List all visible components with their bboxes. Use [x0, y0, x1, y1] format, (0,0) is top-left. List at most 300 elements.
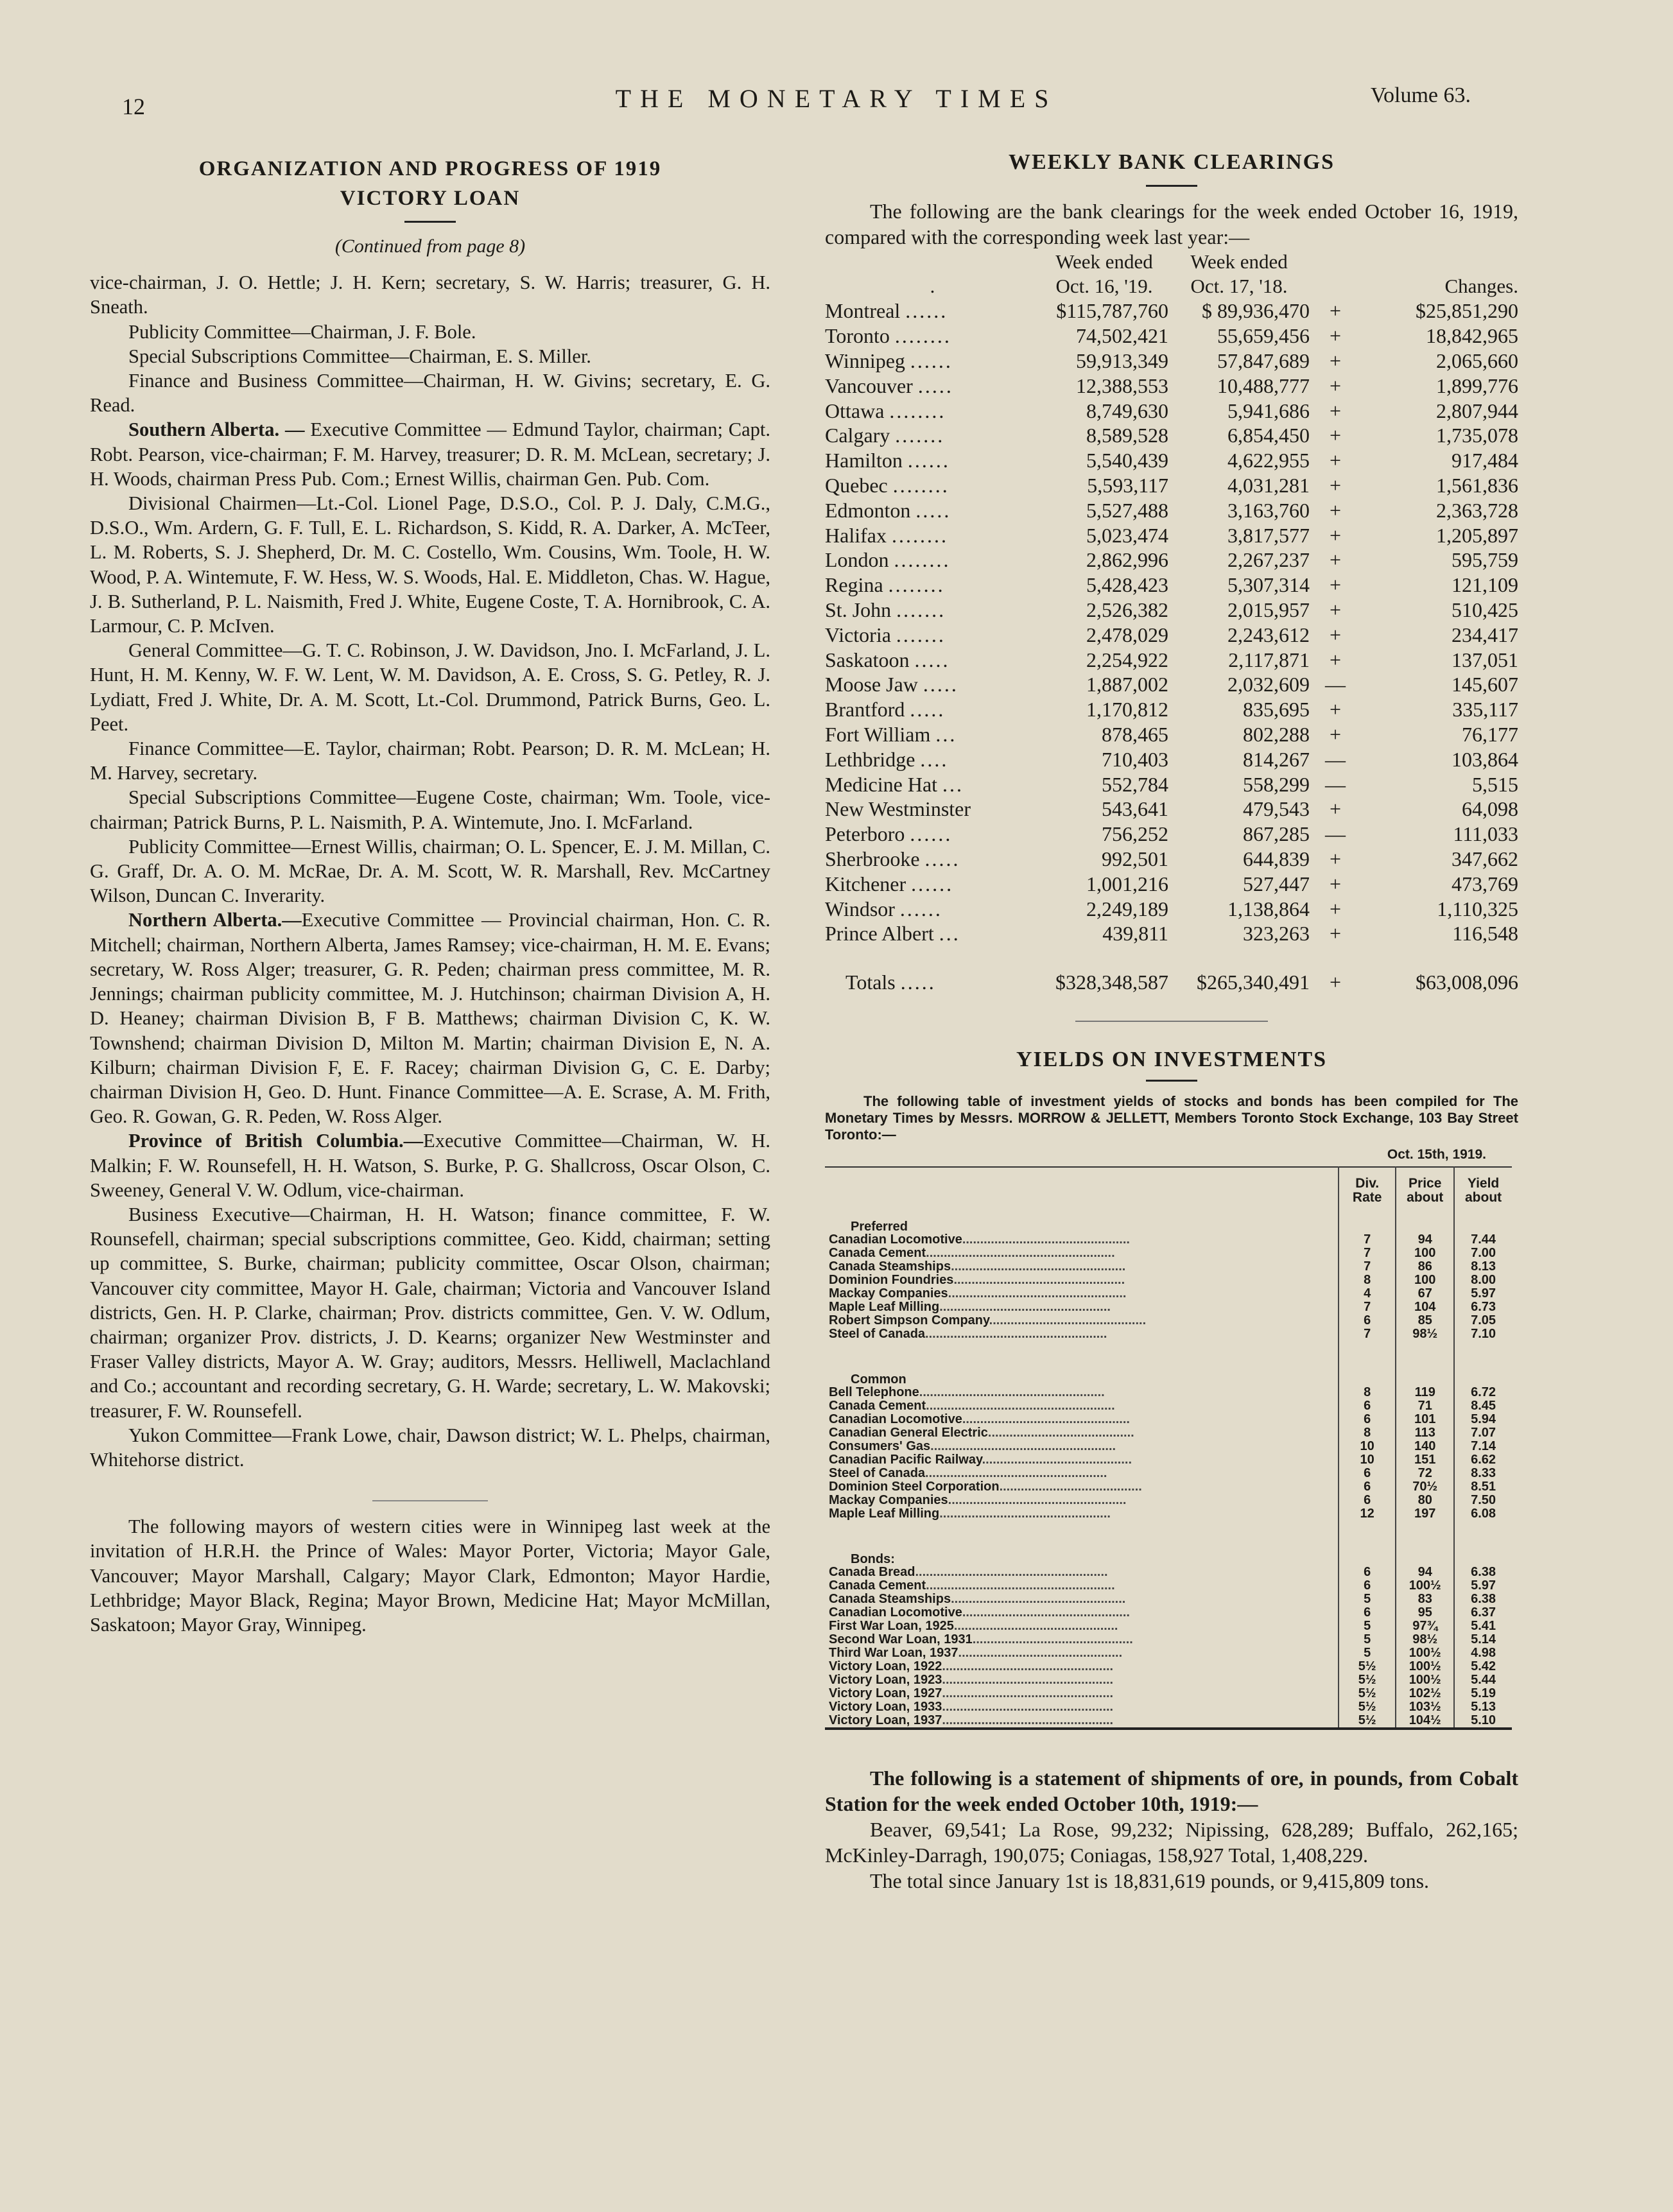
table-row [825, 697, 1518, 722]
leader-dots: ..... [924, 847, 960, 870]
security-name: Victory Loan, 1937 [829, 1713, 942, 1728]
value-1919: 5,428,423 [1086, 573, 1168, 597]
leader-dots: ................................................ [939, 1300, 1111, 1314]
leader-dots: ................................................ [942, 1686, 1114, 1700]
city-name: Calgary [825, 424, 890, 447]
table-row [825, 1714, 1512, 1729]
price: 80 [1396, 1494, 1454, 1507]
table-row [825, 1507, 1512, 1521]
change-value: 64,098 [1462, 797, 1518, 821]
table-row [825, 722, 1518, 747]
empty-cell [1396, 1358, 1454, 1386]
page-header [0, 77, 1673, 122]
security-cell [825, 1566, 1339, 1579]
article-title [90, 154, 770, 213]
clearings-intro: The following are the bank clearings for the week ended October 16, 1919, compared with the corresponding week last year:— [825, 200, 1518, 248]
city-cell [825, 847, 1040, 872]
table-row [825, 1593, 1512, 1606]
change-value: 473,769 [1452, 872, 1518, 895]
value-1918: 2,267,237 [1227, 548, 1310, 572]
change-sign: + [1329, 698, 1342, 721]
yield: 6.73 [1454, 1300, 1512, 1314]
leader-dots: ...... [911, 872, 954, 895]
spacer-cell [825, 1521, 1339, 1537]
price: 100½ [1396, 1579, 1454, 1593]
value-1918: 479,543 [1243, 797, 1310, 821]
security-cell [825, 1507, 1339, 1521]
city-name: Hamilton [825, 449, 903, 472]
paragraph: Special Subscriptions Committee—Chairman, E. S. Miller. [128, 345, 591, 367]
empty-cell [1454, 1537, 1512, 1566]
leader-dots: ............................................... [962, 1232, 1130, 1247]
yield: 5.42 [1454, 1660, 1512, 1673]
div-rate: 10 [1339, 1453, 1396, 1467]
table-cell [825, 946, 1040, 995]
change-sign: + [1329, 922, 1342, 946]
change-sign: + [1329, 299, 1342, 323]
empty-cell [1339, 1205, 1396, 1233]
change-sign: + [1329, 498, 1342, 522]
clearings-title: WEEKLY BANK CLEARINGS [1008, 150, 1335, 174]
city-cell [825, 772, 1040, 797]
spacer-cell [1454, 1521, 1512, 1537]
value-1918: 802,288 [1243, 722, 1310, 746]
yield: 5.94 [1454, 1413, 1512, 1426]
yield: 6.37 [1454, 1606, 1512, 1620]
div-rate: 4 [1339, 1287, 1396, 1300]
table-row [825, 497, 1518, 523]
leader-dots: ................................................ [942, 1713, 1114, 1728]
leader-dots: ..... [917, 374, 953, 397]
value-1919: 5,540,439 [1086, 449, 1168, 472]
table-row [825, 448, 1518, 473]
title-rule [1146, 1080, 1197, 1082]
change-value: 595,759 [1452, 548, 1518, 572]
yield: 7.05 [1454, 1314, 1512, 1327]
value-1918: 558,299 [1243, 772, 1310, 796]
security-name: Canada Cement [829, 1399, 926, 1413]
yield: 5.13 [1454, 1700, 1512, 1714]
paragraph: Publicity Committee—Chairman, J. F. Bole. [128, 320, 476, 343]
spacer-cell [1339, 1521, 1396, 1537]
paragraph-text: Executive Committee — Provincial chairman, Hon. C. R. Mitchell; chairman, Northern Alberta, James Ramsey; vice-chairman, H. M. E. Evans; secretary, W. Ross Alger; treasurer, G. R. Peden; chairman press committee, M. R. Jennings; chairman publicity committee, M. J. Hutchinson; chairman Division A, H. D. Heaney; chairman Division B, F B. Matthews; chairman Division C, K. W. Townshend; chairman Division D, Milton M. Martin; chairman Division E, N. A. Kilburn; chairman Division F, E. F. Racey; chairman Division G, C. E. Darby; chairman Division H, Geo. D. Hunt. Finance Committee—A. E. Scrase, A. M. Frith, Geo. R. Gowan, G. R. Peden, W. Ross Alger. [90, 909, 770, 1128]
yield: 4.98 [1454, 1646, 1512, 1660]
yields-rows [825, 1167, 1512, 1729]
price: 103½ [1396, 1700, 1454, 1714]
spacer-cell [1396, 1521, 1454, 1537]
change-value: 121,109 [1452, 573, 1518, 597]
table-row [825, 822, 1518, 847]
group-label-text: Common [851, 1372, 906, 1386]
value-1919: 5,023,474 [1086, 523, 1168, 547]
div-rate: 6 [1339, 1467, 1396, 1480]
leader-dots: ... [942, 772, 964, 796]
security-cell [825, 1673, 1339, 1687]
security-name: Robert Simpson Company [829, 1313, 989, 1327]
yield: 5.14 [1454, 1633, 1512, 1646]
city-name: Fort William [825, 722, 931, 746]
leader-dots: ................................................... [925, 1466, 1107, 1480]
group-label [825, 1537, 1339, 1566]
totals-1919: $328,348,587 [1055, 970, 1168, 994]
leader-dots: ...... [905, 299, 948, 323]
leader-dots: ................................................ [939, 1507, 1111, 1521]
value-1919: 756,252 [1102, 822, 1168, 846]
leader-dots: ..... [914, 648, 950, 671]
leader-dots: ........ [891, 523, 948, 547]
city-cell [825, 672, 1040, 697]
yield: 7.00 [1454, 1247, 1512, 1260]
security-cell [825, 1660, 1339, 1673]
change-sign: — [1325, 747, 1346, 771]
city-name: Toronto [825, 324, 890, 348]
city-cell [825, 373, 1040, 398]
table-row [825, 1260, 1512, 1274]
table-row [825, 1620, 1512, 1633]
price: 86 [1396, 1260, 1454, 1274]
group-row [825, 1358, 1512, 1386]
city-name: Edmonton [825, 498, 911, 522]
security-cell [825, 1426, 1339, 1440]
leader-dots: .............................................. [958, 1646, 1123, 1660]
div-rate: 5 [1339, 1620, 1396, 1633]
article-title-line1: ORGANIZATION AND PROGRESS OF 1919 [198, 157, 662, 180]
leader-dots: ....... [896, 598, 946, 621]
city-cell [825, 622, 1040, 647]
security-cell [825, 1620, 1339, 1633]
change-value: 5,515 [1472, 772, 1518, 796]
paragraph: Finance and Business Committee—Chairman, H. W. Givins; secretary, E. G. Read. [90, 370, 770, 417]
header-cell: Week ended [1055, 250, 1153, 273]
table-row [825, 1646, 1512, 1660]
yield: 8.51 [1454, 1480, 1512, 1494]
div-rate: 6 [1339, 1579, 1396, 1593]
leader-dots: ...... [910, 822, 953, 846]
change-sign: + [1329, 573, 1342, 597]
leader-dots: ............................................... [962, 1605, 1130, 1620]
leader-dots: ..... [915, 498, 951, 522]
city-name: Victoria [825, 623, 891, 646]
header-cell: Oct. 16, '19. [1055, 275, 1153, 297]
price: 98½ [1396, 1327, 1454, 1341]
value-1918: 4,031,281 [1227, 473, 1310, 497]
div-rate: 6 [1339, 1606, 1396, 1620]
spacer-cell [825, 1341, 1339, 1358]
volume-number: Volume 63. [1370, 83, 1471, 107]
yield: 5.10 [1454, 1714, 1512, 1729]
value-1919: 439,811 [1102, 922, 1168, 946]
change-sign: + [1329, 872, 1342, 895]
leader-dots: .................................................... [919, 1385, 1105, 1399]
city-name: Windsor [825, 897, 895, 920]
value-1918: 527,447 [1243, 872, 1310, 895]
leader-dots: ................................................. [951, 1259, 1126, 1274]
price: 100½ [1396, 1673, 1454, 1687]
change-sign: + [1329, 324, 1342, 348]
value-1919: 552,784 [1102, 772, 1168, 796]
security-name: Canadian Pacific Railway [829, 1453, 982, 1467]
city-cell [825, 523, 1040, 548]
table-row [825, 1314, 1512, 1327]
value-1919: 12,388,553 [1076, 374, 1168, 397]
clearings-rows [825, 298, 1518, 946]
leader-dots: ...... [910, 349, 953, 372]
city-cell [825, 423, 1040, 448]
security-name: Canada Cement [829, 1246, 926, 1260]
security-name: Second War Loan, 1931 [829, 1632, 973, 1646]
article-title-line2: VICTORY LOAN [340, 187, 521, 210]
table-row [825, 1386, 1512, 1399]
yield: 7.07 [1454, 1426, 1512, 1440]
header-cell: Oct. 17, '18. [1190, 275, 1288, 297]
leader-dots: ........ [888, 573, 945, 597]
security-name: First War Loan, 1925 [829, 1619, 954, 1633]
value-1918: 2,015,957 [1227, 598, 1310, 621]
header-line: about [1464, 1189, 1502, 1205]
change-value: 2,363,728 [1436, 498, 1518, 522]
price: 95 [1396, 1606, 1454, 1620]
price: 94 [1396, 1566, 1454, 1579]
security-cell [825, 1300, 1339, 1314]
table-row [825, 324, 1518, 349]
group-label-text: Bonds: [851, 1551, 895, 1566]
price: 71 [1396, 1399, 1454, 1413]
value-1919: 2,478,029 [1086, 623, 1168, 646]
leader-dots: ................................................. [951, 1592, 1126, 1606]
leader-dots: ............................................... [962, 1412, 1130, 1426]
city-name: Moose Jaw [825, 673, 918, 696]
change-value: $25,851,290 [1416, 299, 1518, 323]
group-label [825, 1205, 1339, 1233]
city-name: St. John [825, 598, 892, 621]
title-rule [404, 221, 456, 223]
header-cell [1396, 1167, 1454, 1205]
table-row [825, 1660, 1512, 1673]
page-number: 12 [122, 94, 145, 119]
leader-dots: .................................................. [948, 1286, 1127, 1300]
yield: 7.44 [1454, 1233, 1512, 1247]
spacer-cell [1454, 1341, 1512, 1358]
table-row [825, 1274, 1512, 1287]
totals-label: Totals [845, 970, 896, 994]
security-cell [825, 1233, 1339, 1247]
city-cell [825, 647, 1040, 672]
price: 104 [1396, 1300, 1454, 1314]
continued-note: (Continued from page 8) [334, 236, 526, 257]
change-value: 335,117 [1452, 698, 1518, 721]
security-name: Canadian Locomotive [829, 1605, 962, 1620]
change-value: 1,110,325 [1437, 897, 1518, 920]
leader-dots: ........................................ [999, 1480, 1142, 1494]
table-row [825, 1440, 1512, 1453]
city-name: London [825, 548, 889, 572]
leader-dots: ..................................................... [926, 1246, 1115, 1260]
empty-cell [1339, 1358, 1396, 1386]
city-name: Peterboro [825, 822, 905, 846]
header-line: Rate [1352, 1189, 1382, 1205]
table-row [825, 1566, 1512, 1579]
paragraph: Publicity Committee—Ernest Willis, chairman; O. L. Spencer, E. J. M. Millan, C. G. Graff, Dr. A. O. M. McRae, Dr. A. M. Scott, W. R. Marshall, Rev. McCartney Wilson, Duncan C. Inverarity. [90, 835, 770, 907]
totals-sign: + [1329, 970, 1342, 994]
paragraph: Divisional Chairmen—Lt.-Col. Lionel Page, D.S.O., Col. P. J. Daly, C.M.G., D.S.O., Wm. Ardern, G. F. Tull, E. L. Richardson, S. Kidd, R. A. Darker, A. McTeer, L. M. Roberts, S. J. Shepherd, Dr. M. C. Costello, Wm. Cousins, Wm. Toole, H. W. Wood, P. A. Wintemute, F. W. Hess, W. S. Woods, Hal. E. Middleton, Chas. W. Hague, J. B. Sutherland, P. L. Naismith, Fred J. White, Eugene Coste, T. A. Hornibrook, C. A. Larmour, C. P. McIven. [90, 492, 770, 637]
security-name: Dominion Foundries [829, 1273, 954, 1287]
leader-dots: ...... [907, 449, 950, 472]
paragraph [90, 1128, 770, 1202]
table-header-row [825, 1167, 1512, 1205]
leader-dots: ..... [900, 970, 936, 994]
yield: 8.13 [1454, 1260, 1512, 1274]
leader-dots: ...... [899, 897, 942, 920]
header-cell: Changes. [1444, 275, 1518, 297]
value-1918: 835,695 [1243, 698, 1310, 721]
table-row [825, 1579, 1512, 1593]
table-header-row [825, 274, 1518, 298]
city-cell [825, 473, 1040, 498]
value-1919: 1,001,216 [1086, 872, 1168, 895]
security-name: Canada Steamships [829, 1592, 951, 1606]
table-row [825, 1633, 1512, 1646]
change-sign: + [1329, 623, 1342, 646]
value-1919: 543,641 [1102, 797, 1168, 821]
spacer-cell [1396, 1341, 1454, 1358]
change-value: 18,842,965 [1426, 324, 1518, 348]
security-name: Third War Loan, 1937 [829, 1646, 958, 1660]
yield: 6.08 [1454, 1507, 1512, 1521]
price: 94 [1396, 1233, 1454, 1247]
security-cell [825, 1314, 1339, 1327]
leader-dots: ..... [910, 698, 946, 721]
change-sign: + [1329, 399, 1342, 422]
price: 151 [1396, 1453, 1454, 1467]
price: 72 [1396, 1467, 1454, 1480]
empty-cell [1396, 1205, 1454, 1233]
price: 119 [1396, 1386, 1454, 1399]
table-row [825, 1606, 1512, 1620]
table-row [825, 1247, 1512, 1260]
value-1919: 59,913,349 [1076, 349, 1168, 372]
city-name: Regina [825, 573, 883, 597]
price: 85 [1396, 1314, 1454, 1327]
price: 197 [1396, 1507, 1454, 1521]
div-rate: 7 [1339, 1247, 1396, 1260]
leader-dots: ....... [895, 424, 945, 447]
div-rate: 6 [1339, 1494, 1396, 1507]
empty-cell [1396, 1537, 1454, 1566]
change-value: 510,425 [1452, 598, 1518, 621]
security-name: Mackay Companies [829, 1493, 948, 1507]
div-rate: 7 [1339, 1300, 1396, 1314]
div-rate: 5½ [1339, 1660, 1396, 1673]
value-1918: 2,117,871 [1228, 648, 1310, 671]
security-name: Mackay Companies [829, 1286, 948, 1300]
header-cell: . [930, 275, 935, 297]
value-1919: 74,502,421 [1076, 324, 1168, 348]
value-1918: 55,659,456 [1217, 324, 1310, 348]
leader-dots: .................................................. [948, 1493, 1127, 1507]
security-name: Consumers' Gas [829, 1439, 931, 1453]
security-cell [825, 1399, 1339, 1413]
city-name: Winnipeg [825, 349, 905, 372]
ore-paragraph: The following is a statement of shipments of ore, in pounds, from Cobalt Station for the week ended October 10th, 1919:— [825, 1766, 1518, 1815]
yield: 5.97 [1454, 1579, 1512, 1593]
leader-dots: ................................................ [942, 1700, 1114, 1714]
div-rate: 7 [1339, 1260, 1396, 1274]
yield: 7.14 [1454, 1440, 1512, 1453]
change-sign: + [1329, 722, 1342, 746]
city-name: Montreal [825, 299, 901, 323]
paragraph: vice-chairman, J. O. Hettle; J. H. Kern; secretary, S. W. Harris; treasurer, G. H. Sneath. [90, 272, 770, 318]
header-cell: Week ended [1190, 250, 1288, 273]
table-row [825, 598, 1518, 623]
header-cell [1310, 274, 1361, 298]
header-cell [1454, 1167, 1512, 1205]
change-sign: + [1329, 797, 1342, 821]
yield: 5.19 [1454, 1687, 1512, 1700]
price: 113 [1396, 1426, 1454, 1440]
header-cell [825, 1167, 1339, 1205]
leader-dots: ................................................ [953, 1273, 1125, 1287]
yield: 8.45 [1454, 1399, 1512, 1413]
price: 104½ [1396, 1714, 1454, 1729]
security-cell [825, 1440, 1339, 1453]
header-cell [1310, 250, 1361, 274]
table-row [825, 747, 1518, 772]
yield: 5.97 [1454, 1287, 1512, 1300]
left-column [90, 154, 770, 1637]
city-name: Prince Albert [825, 922, 934, 946]
value-1919: 5,527,488 [1086, 498, 1168, 522]
header-line: Price [1409, 1175, 1442, 1191]
city-name: Vancouver [825, 374, 913, 397]
city-cell [825, 747, 1040, 772]
city-cell [825, 324, 1040, 349]
right-column [825, 148, 1518, 1894]
security-name: Dominion Steel Corporation [829, 1480, 1000, 1494]
table-row [825, 523, 1518, 548]
div-rate: 6 [1339, 1566, 1396, 1579]
leader-dots: ................................................... [925, 1327, 1107, 1341]
city-cell [825, 697, 1040, 722]
spacer-row [825, 1521, 1512, 1537]
group-row [825, 1205, 1512, 1233]
div-rate: 8 [1339, 1426, 1396, 1440]
change-value: 1,561,836 [1436, 473, 1518, 497]
price: 70½ [1396, 1480, 1454, 1494]
change-sign: + [1329, 349, 1342, 372]
price: 100½ [1396, 1660, 1454, 1673]
security-cell [825, 1646, 1339, 1660]
header-cell [825, 250, 1040, 274]
table-row [825, 573, 1518, 598]
security-cell [825, 1260, 1339, 1274]
table-row [825, 772, 1518, 797]
security-cell [825, 1700, 1339, 1714]
value-1919: 2,862,996 [1086, 548, 1168, 572]
security-name: Bell Telephone [829, 1385, 919, 1399]
masthead: THE MONETARY TIMES [615, 84, 1058, 113]
security-cell [825, 1274, 1339, 1287]
value-1919: 1,887,002 [1086, 673, 1168, 696]
security-name: Steel of Canada [829, 1327, 926, 1341]
security-name: Canada Bread [829, 1565, 915, 1579]
paragraph: Yukon Committee—Frank Lowe, chair, Dawson district; W. L. Phelps, chairman, Whitehorse district. [90, 1424, 770, 1471]
city-name: Lethbridge [825, 747, 915, 771]
city-cell [825, 896, 1040, 921]
security-cell [825, 1453, 1339, 1467]
security-name: Maple Leaf Milling [829, 1300, 940, 1314]
div-rate: 5½ [1339, 1714, 1396, 1729]
yield: 6.72 [1454, 1386, 1512, 1399]
